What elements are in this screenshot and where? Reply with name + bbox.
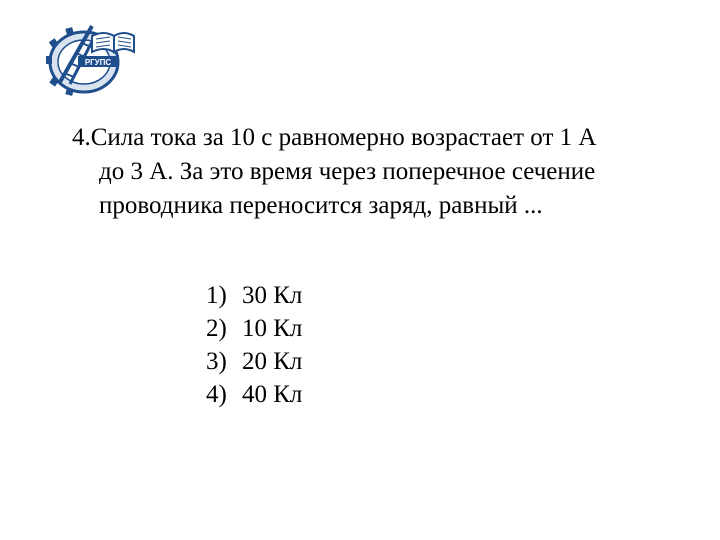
- answer-option: [206, 312, 302, 345]
- svg-text:РГУПС: РГУПС: [84, 58, 112, 67]
- answer-options: [206, 279, 302, 411]
- option-number: 4): [206, 381, 227, 408]
- university-logo-icon: [44, 16, 136, 96]
- option-text: 20 Кл: [242, 348, 303, 375]
- option-text: 30 Кл: [242, 282, 303, 309]
- option-number: 2): [206, 315, 227, 342]
- question-line: проводника переносится заряд, равный ...: [99, 192, 543, 219]
- question-line: 4.Сила тока за 10 с равномерно возрастает от 1 А: [72, 124, 597, 151]
- question-text: [72, 121, 682, 223]
- question-line: до 3 А. За это время через поперечное сечение: [99, 158, 596, 185]
- option-text: 10 Кл: [242, 315, 303, 342]
- answer-option: [206, 345, 302, 378]
- option-text: 40 Кл: [242, 381, 303, 408]
- answer-option: [206, 378, 302, 411]
- option-number: 3): [206, 348, 227, 375]
- option-number: 1): [206, 282, 227, 309]
- answer-option: [206, 279, 302, 312]
